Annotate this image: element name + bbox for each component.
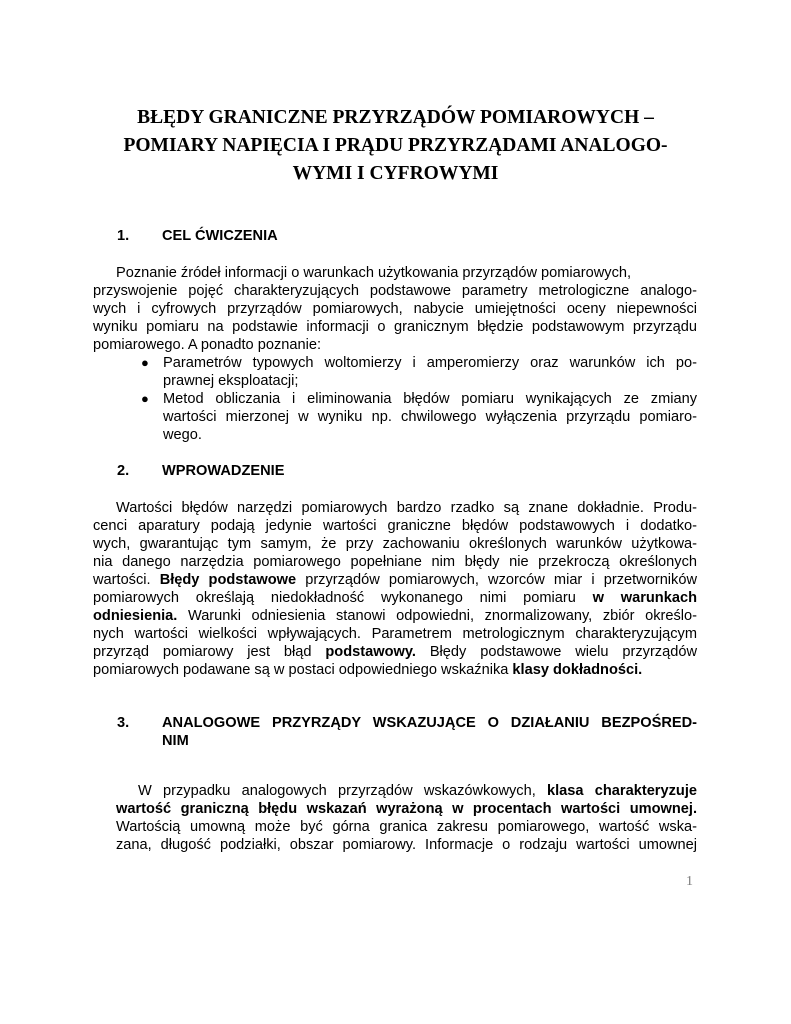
text-line: przyswojenie pojęć charakteryzujących podstawowe parametry metrologiczne analogo-: [93, 283, 697, 299]
text-line: wartość graniczną błędu wskazań wyrażoną w procentach wartości umownej.: [116, 801, 697, 817]
text-line: pomiarowych podawane są w postaci odpowiedniego wskaźnika klasy dokładności.: [93, 662, 643, 678]
title-line: WYMI I CYFROWYMI: [292, 163, 499, 184]
title-line: BŁĘDY GRANICZNE PRZYRZĄDÓW POMIAROWYCH –: [137, 107, 654, 128]
section-1-bullet-list: [93, 354, 697, 444]
text-line: wyniku pomiaru na podstawie informacji o granicznym błędzie podstawowym przyrządu: [93, 319, 697, 335]
text-line: Poznanie źródeł informacji o warunkach użytkowania przyrządów pomiarowych,: [116, 265, 632, 281]
text-line: W przypadku analogowych przyrządów wskazówkowych, klasa charakteryzuje: [138, 783, 697, 799]
text-line: Wartością umowną może być górna granica zakresu pomiarowego, wartość wska-: [116, 819, 697, 835]
text-line: cenci aparatury podają jedynie wartości graniczne błędów podstawowych i dodatko-: [93, 518, 697, 534]
bullet-icon: ●: [141, 355, 149, 370]
text-line: wych, gwarantując tym samym, że przy zachowaniu określonych warunków użytkowa-: [93, 536, 697, 552]
text-line: prawnej eksploatacji;: [163, 373, 299, 389]
section-1-heading: [117, 227, 697, 245]
section-title: ANALOGOWE PRZYRZĄDY WSKAZUJĄCE O DZIAŁANIU BEZPOŚRED- NIM: [162, 715, 697, 749]
section-title: WPROWADZENIE: [162, 463, 285, 479]
text-line: wego.: [163, 427, 202, 443]
section-2-paragraph: [93, 499, 697, 679]
text-line: pomiarowych określają niedokładność wykonanego nimi pomiaru w warunkach: [93, 590, 697, 606]
text-line: Metod obliczania i eliminowania błędów pomiaru wynikających ze zmiany: [163, 391, 697, 407]
title-line: POMIARY NAPIĘCIA I PRĄDU PRZYRZĄDAMI ANALOGO-: [123, 135, 668, 156]
document-title: [95, 104, 696, 188]
text-line: wartości. Błędy podstawowe przyrządów pomiarowych, wzorców miar i przetworników: [93, 572, 698, 588]
list-item: [93, 354, 697, 390]
section-3-paragraph: [93, 782, 697, 854]
text-line: wartości mierzonej w wyniku np. chwilowego wyłączenia przyrządu pomiaro-: [163, 409, 697, 425]
text-line: Wartości błędów narzędzi pomiarowych bardzo rzadko są znane dokładnie. Produ-: [116, 500, 697, 516]
section-number: 1.: [117, 228, 130, 244]
text-line: zana, długość podziałki, obszar pomiarowy. Informacje o rodzaju wartości umownej: [116, 837, 697, 853]
section-3-heading: [117, 714, 697, 750]
section-2-heading: [117, 462, 697, 480]
text-line: nych wartości wielkości wpływających. Parametrem metrologicznym charakteryzującym: [93, 626, 697, 642]
section-1-paragraph: [93, 264, 697, 354]
text-line: Parametrów typowych woltomierzy i amperomierzy oraz warunków ich po-: [163, 355, 697, 371]
text-line: pomiarowego. A ponadto poznanie:: [93, 337, 321, 353]
list-item: [93, 390, 697, 444]
text-line: nia danego narzędzia pomiarowego popełniane nim błędy nie przekroczą określonych: [93, 554, 697, 570]
page-number: 1: [686, 874, 693, 889]
section-number: 3.: [117, 715, 130, 731]
bullet-icon: ●: [141, 391, 149, 406]
text-line: wych i cyfrowych przyrządów pomiarowych, nabycie umiejętności oceny niepewności: [93, 301, 697, 317]
section-title: CEL ĆWICZENIA: [162, 228, 278, 244]
text-line: odniesienia. Warunki odniesienia stanowi odpowiedni, znormalizowany, zbiór określo-: [93, 608, 697, 624]
text-line: przyrząd pomiarowy jest błąd podstawowy. Błędy podstawowe wielu przyrządów: [93, 644, 697, 660]
section-number: 2.: [117, 463, 130, 479]
